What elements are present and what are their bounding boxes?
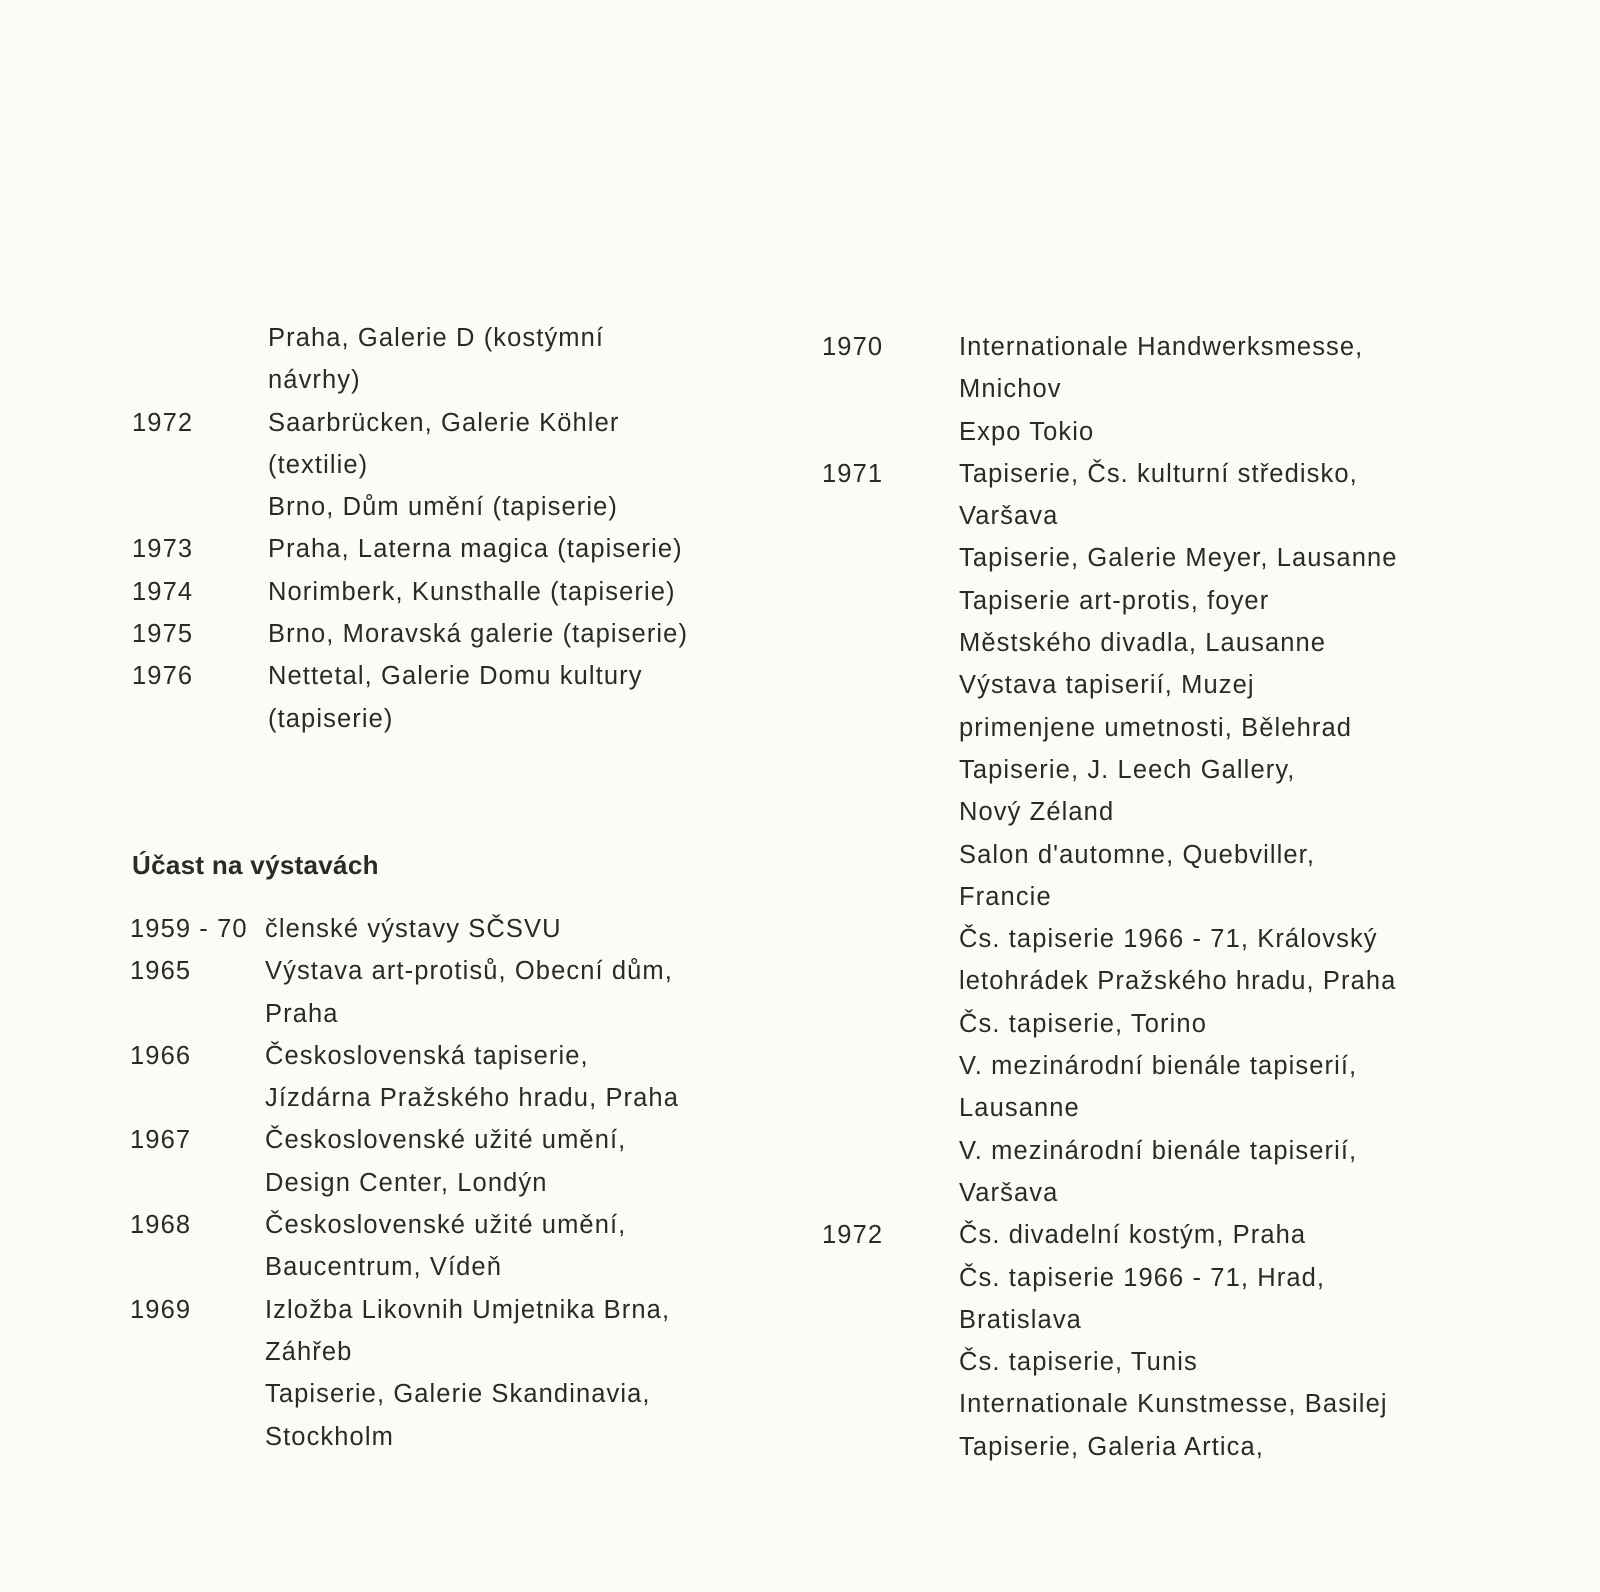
entry-text: Čs. tapiserie 1966 - 71, Hrad,: [959, 1263, 1326, 1292]
entry-text: (textilie): [268, 450, 369, 479]
entry-text: Čs. divadelní kostým, Praha: [959, 1221, 1307, 1250]
entry-text: Československé užité umění,: [265, 1211, 627, 1240]
entry-text: Záhřeb: [265, 1337, 353, 1366]
entry-year: 1969: [130, 1295, 192, 1324]
entry-text: Design Center, Londýn: [265, 1168, 548, 1197]
entry-text: Praha: [265, 999, 339, 1028]
entry-year: 1959 - 70: [130, 915, 248, 943]
entry-text: Mnichov: [959, 375, 1062, 404]
entry-text: Francie: [959, 882, 1052, 911]
entry-text: Čs. tapiserie 1966 - 71, Královský: [959, 925, 1378, 954]
entry-text: Tapiserie, Čs. kulturní středisko,: [959, 459, 1358, 488]
entry-text: Varšava: [959, 502, 1059, 531]
entry-year: 1971: [822, 459, 884, 488]
entry-text: Praha, Galerie D (kostýmní: [268, 324, 605, 352]
entry-year: 1966: [130, 1041, 192, 1070]
entry-text: Tapiserie, Galerie Skandinavia,: [265, 1380, 651, 1409]
entry-text: Československá tapiserie,: [265, 1041, 589, 1070]
entry-year: 1965: [130, 957, 192, 986]
entry-text: Tapiserie art-protis, foyer: [959, 586, 1270, 615]
entry-text: Varšava: [959, 1178, 1059, 1207]
entry-year: 1975: [132, 620, 194, 649]
entry-text: Expo Tokio: [959, 417, 1095, 446]
entry-text: Nettetal, Galerie Domu kultury: [268, 662, 643, 691]
entry-text: Nový Zéland: [959, 798, 1115, 827]
entry-year: 1972: [132, 408, 194, 437]
entry-text: Výstava art-protisů, Obecní dům,: [265, 957, 673, 986]
entry-text: Čs. tapiserie, Tunis: [959, 1348, 1198, 1377]
section-heading-exhibitions: Účast na výstavách: [132, 850, 379, 880]
entry-text: Stockholm: [265, 1422, 394, 1451]
entry-text: Tapiserie, Galerie Meyer, Lausanne: [959, 544, 1398, 573]
entry-text: Praha, Laterna magica (tapiserie): [268, 535, 683, 564]
entry-text: návrhy): [268, 366, 361, 395]
entry-text: primenjene umetnosti, Bělehrad: [959, 713, 1353, 742]
entry-text: Čs. tapiserie, Torino: [959, 1009, 1207, 1038]
entry-text: členské výstavy SČSVU: [265, 915, 562, 943]
entry-text: V. mezinárodní bienále tapiserií,: [959, 1052, 1358, 1081]
entry-text: Brno, Dům umění (tapiserie): [268, 493, 618, 522]
entry-text: (tapiserie): [268, 704, 394, 733]
entry-year: 1974: [132, 577, 194, 606]
entry-year: 1970: [822, 333, 884, 361]
entry-text: Norimberk, Kunsthalle (tapiserie): [268, 577, 676, 606]
entry-text: Izložba Likovnih Umjetnika Brna,: [265, 1295, 671, 1324]
entry-year: 1967: [130, 1126, 192, 1155]
entry-text: Městského divadla, Lausanne: [959, 629, 1327, 658]
entry-text: Brno, Moravská galerie (tapiserie): [268, 620, 689, 649]
entry-text: Československé užité umění,: [265, 1126, 627, 1155]
entry-text: Internationale Handwerksmesse,: [959, 333, 1364, 361]
entry-year: 1968: [130, 1211, 192, 1240]
entry-text: Jízdárna Pražského hradu, Praha: [265, 1084, 679, 1113]
entry-text: Internationale Kunstmesse, Basilej: [959, 1390, 1388, 1419]
entry-text: V. mezinárodní bienále tapiserií,: [959, 1136, 1358, 1165]
entry-text: Výstava tapiserií, Muzej: [959, 671, 1255, 700]
entry-text: Baucentrum, Vídeň: [265, 1253, 502, 1282]
entry-text: Tapiserie, J. Leech Gallery,: [959, 755, 1296, 784]
entry-year: 1973: [132, 535, 194, 564]
entry-text: Salon d'automne, Quebviller,: [959, 840, 1316, 869]
entry-text: Lausanne: [959, 1094, 1080, 1123]
entry-text: letohrádek Pražského hradu, Praha: [959, 967, 1397, 996]
entry-year: 1972: [822, 1221, 884, 1250]
entry-text: Bratislava: [959, 1305, 1082, 1334]
entry-text: Saarbrücken, Galerie Köhler: [268, 408, 620, 437]
entry-text: Tapiserie, Galeria Artica,: [959, 1432, 1264, 1461]
entry-year: 1976: [132, 662, 194, 691]
